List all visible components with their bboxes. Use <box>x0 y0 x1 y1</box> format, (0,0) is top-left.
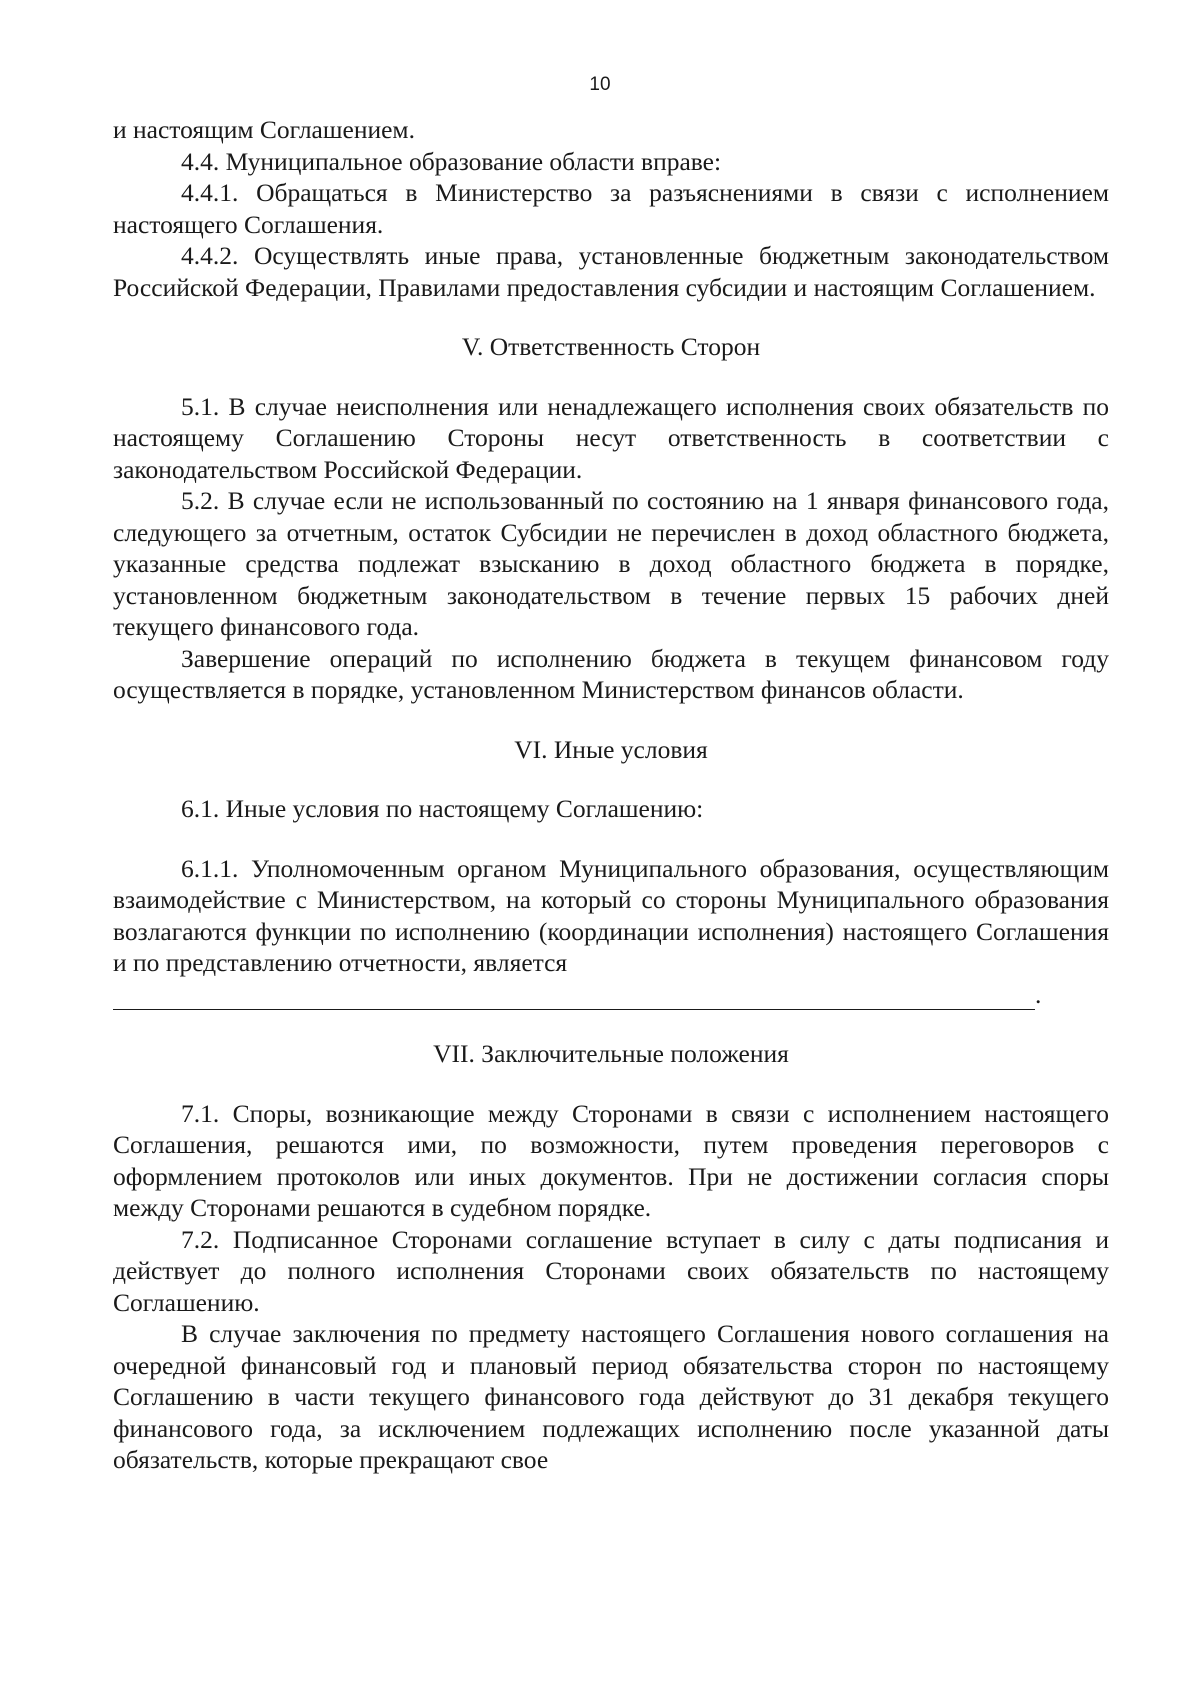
clause-7-2-continuation: В случае заключения по предмету настоящего Соглашения нового соглашения на очередной финансовый год и плановый период обязательства сторон по настоящему Соглашению в части текущего финансового года действуют до 31 декабря текущего финансового года, за исключением подлежащих исполнению после указанной даты обязательств, которые прекращают свое <box>113 1319 1109 1474</box>
clause-7-2: 7.2. Подписанное Сторонами соглашение вступает в силу с даты подписания и действует до полного исполнения Сторонами своих обязательств по настоящему Соглашению. <box>113 1224 1109 1317</box>
section-heading-7: VII. Заключительные положения <box>433 1039 789 1068</box>
section-heading-6: VI. Иные условия <box>514 734 708 764</box>
clause-6-1: 6.1. Иные условия по настоящему Соглашению: <box>181 794 704 823</box>
clause-4-4-1: 4.4.1. Обращаться в Министерство за разъяснениями в связи с исполнением настоящего Соглашения. <box>113 178 1109 239</box>
clause-6-1-1: 6.1.1. Уполномоченным органом Муниципального образования, осуществляющим взаимодействие с Министерством, на который со стороны Муниципального образования возлагаются функции по исполнению (координации исполнения) настоящего Соглашения и по представлению отчетности, является <box>113 853 1109 977</box>
clause-5-2: 5.2. В случае если не использованный по состоянию на 1 января финансового года, следующего за отчетным, остаток Субсидии не перечислен в доход областного бюджета, указанные средства подлежат взысканию в доход областного бюджета в порядке, установленном бюджетным законодательством в течение первых 15 рабочих дней текущего финансового года. <box>113 486 1109 641</box>
clause-4-4: 4.4. Муниципальное образование области вправе: <box>181 146 722 176</box>
document-body <box>113 114 1109 1476</box>
fill-in-line <box>113 979 1109 1011</box>
clause-5-2-continuation: Завершение операций по исполнению бюджета в текущем финансовом году осуществляется в порядке, установленном Министерством финансов области. <box>113 643 1109 704</box>
paragraph-continuation: и настоящим Соглашением. <box>113 115 415 144</box>
clause-5-1: 5.1. В случае неисполнения или ненадлежащего исполнения своих обязательств по настоящему Соглашению Стороны несут ответственность в соответствии с законодательством Российской Федерации. <box>113 391 1109 484</box>
blank-underline <box>113 1009 1035 1010</box>
section-heading-5: V. Ответственность Сторон <box>461 332 761 361</box>
clause-4-4-2: 4.4.2. Осуществлять иные права, установленные бюджетным законодательством Российской Федерации, Правилами предоставления субсидии и настоящим Соглашением. <box>113 241 1109 302</box>
clause-7-1: 7.1. Споры, возникающие между Сторонами в связи с исполнением настоящего Соглашения, решаются ими, по возможности, путем проведения переговоров с оформлением протоколов или иных документов. При не достижении согласия споры между Сторонами решаются в судебном порядке. <box>113 1098 1109 1222</box>
page-number: 10 <box>589 74 611 95</box>
blank-line-period: . <box>1035 979 1042 1009</box>
